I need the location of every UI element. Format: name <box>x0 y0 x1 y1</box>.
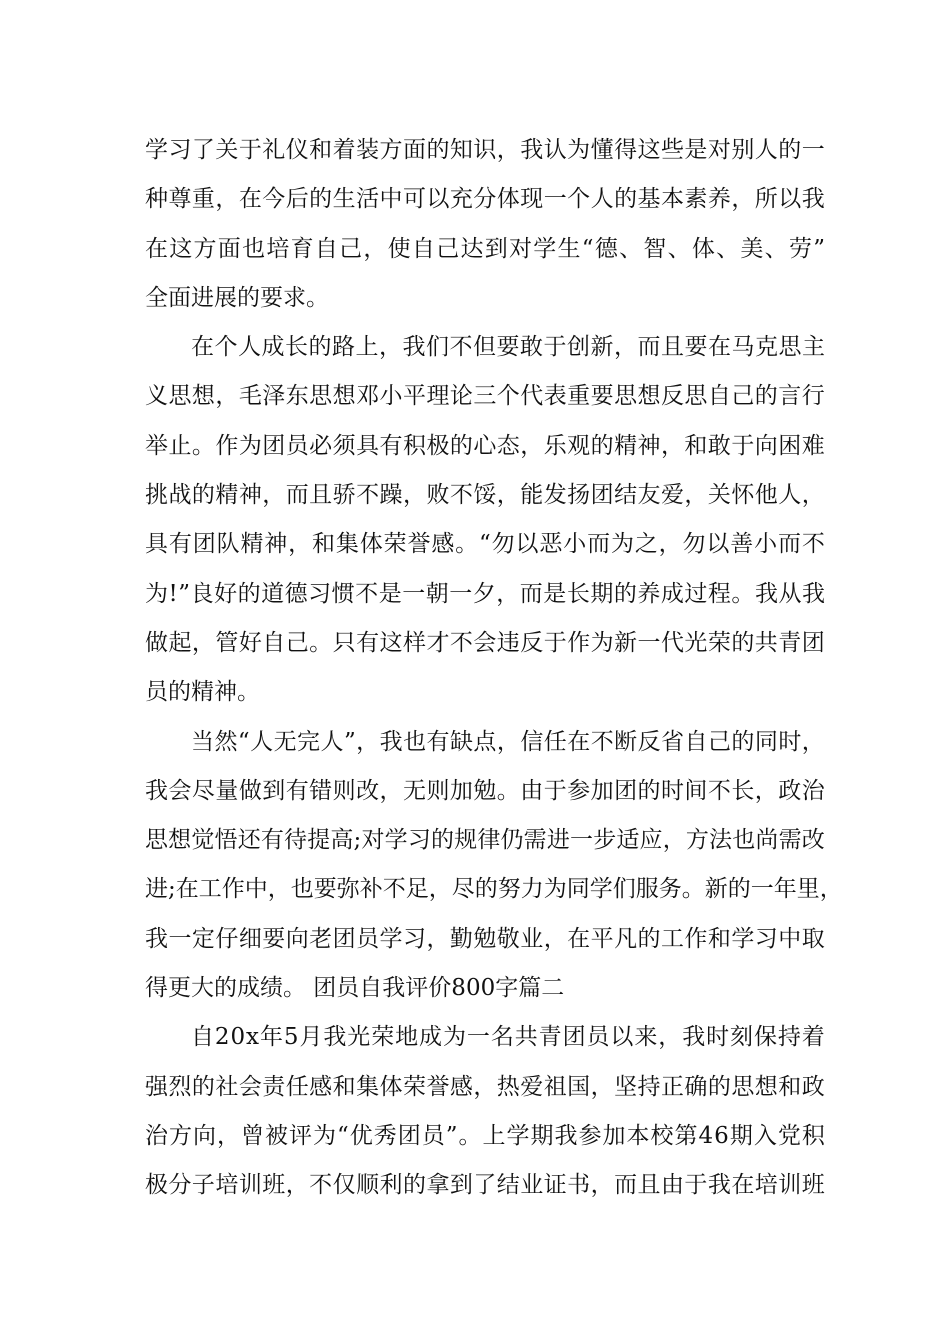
text-line: 具 有 团 队 精 神 ， 和 集 体 荣 誉 感 。 “ 勿 以 恶 小 而 为 之 ， 勿 以 善 小 而 不 <box>145 531 825 558</box>
text-line: 强 烈 的 社 会 责 任 感 和 集 体 荣 誉 感 ， 热 爱 祖 国 ， 坚 持 正 确 的 思 想 和 政 <box>145 1073 825 1100</box>
text-line: 员的精神。 <box>145 679 260 706</box>
text-line: 我 会 尽 量 做 到 有 错 则 改 ， 无 则 加 勉 。 由 于 参 加 团 的 时 间 不 长 ， 政 治 <box>145 777 825 804</box>
paragraph-first-line: 在 个 人 成 长 的 路 上 ， 我 们 不 但 要 敢 于 创 新 ， 而 且 要 在 马 克 思 主 <box>191 334 825 361</box>
text-line: 学 习 了 关 于 礼 仪 和 着 装 方 面 的 知 识 ， 我 认 为 懂 得 这 些 是 对 别 人 的 一 <box>145 137 825 163</box>
text-line: 治 方 向 ， 曾 被 评 为 “ 优 秀 团 员 ” 。 上 学 期 我 参 加 本 校 第 4 6 期 入 党 积 <box>145 1122 825 1149</box>
text-line: 思 想 觉 悟 还 有 待 提 高 ; 对 学 习 的 规 律 仍 需 进 一 步 适 应 ， 方 法 也 尚 需 改 <box>145 827 825 854</box>
paragraph-first-line: 自 2 0 x 年 5 月 我 光 荣 地 成 为 一 名 共 青 团 员 以 来 ， 我 时 刻 保 持 着 <box>191 1024 825 1051</box>
text-line: 全面进展的要求。 <box>145 284 329 311</box>
text-line: 义 思 想 ， 毛 泽 东 思 想 邓 小 平 理 论 三 个 代 表 重 要 思 想 反 思 自 己 的 言 行 <box>145 383 825 410</box>
text-line: 为 ! ” 良 好 的 道 德 习 惯 不 是 一 朝 一 夕 ， 而 是 长 期 的 养 成 过 程 。 我 从 我 <box>145 580 825 607</box>
text-line: 极 分 子 培 训 班 ， 不 仅 顺 利 的 拿 到 了 结 业 证 书 ， 而 且 由 于 我 在 培 训 班 <box>145 1172 825 1199</box>
text-line: 挑 战 的 精 神 ， 而 且 骄 不 躁 ， 败 不 馁 ， 能 发 扬 团 结 友 爱 ， 关 怀 他 人 ， <box>145 482 825 509</box>
text-line: 我 一 定 仔 细 要 向 老 团 员 学 习 ， 勤 勉 敬 业 ， 在 平 凡 的 工 作 和 学 习 中 取 <box>145 925 825 952</box>
text-line: 在 这 方 面 也 培 育 自 己 ， 使 自 己 达 到 对 学 生 “ 德 、 智 、 体 、 美 、 劳 ” <box>145 235 825 262</box>
document-body <box>145 131 843 1216</box>
paragraph-first-line: 当 然 “ 人 无 完 人 ” ， 我 也 有 缺 点 ， 信 任 在 不 断 反 省 自 己 的 同 时 ， <box>191 728 825 755</box>
text-line: 种 尊 重 ， 在 今 后 的 生 活 中 可 以 充 分 体 现 一 个 人 的 基 本 素 养 ， 所 以 我 <box>145 186 825 213</box>
text-line: 做 起 ， 管 好 自 己 。 只 有 这 样 才 不 会 违 反 于 作 为 新 一 代 光 荣 的 共 青 团 <box>145 629 825 656</box>
text-line: 进 ; 在 工 作 中 ， 也 要 弥 补 不 足 ， 尽 的 努 力 为 同 学 们 服 务 。 新 的 一 年 里 ， <box>145 876 843 903</box>
text-line-with-heading: 得更大的成绩。 团员自我评价800字篇二 <box>145 975 565 1002</box>
text-line: 举 止 。 作 为 团 员 必 须 具 有 积 极 的 心 态 ， 乐 观 的 精 神 ， 和 敢 于 向 困 难 <box>145 432 825 459</box>
